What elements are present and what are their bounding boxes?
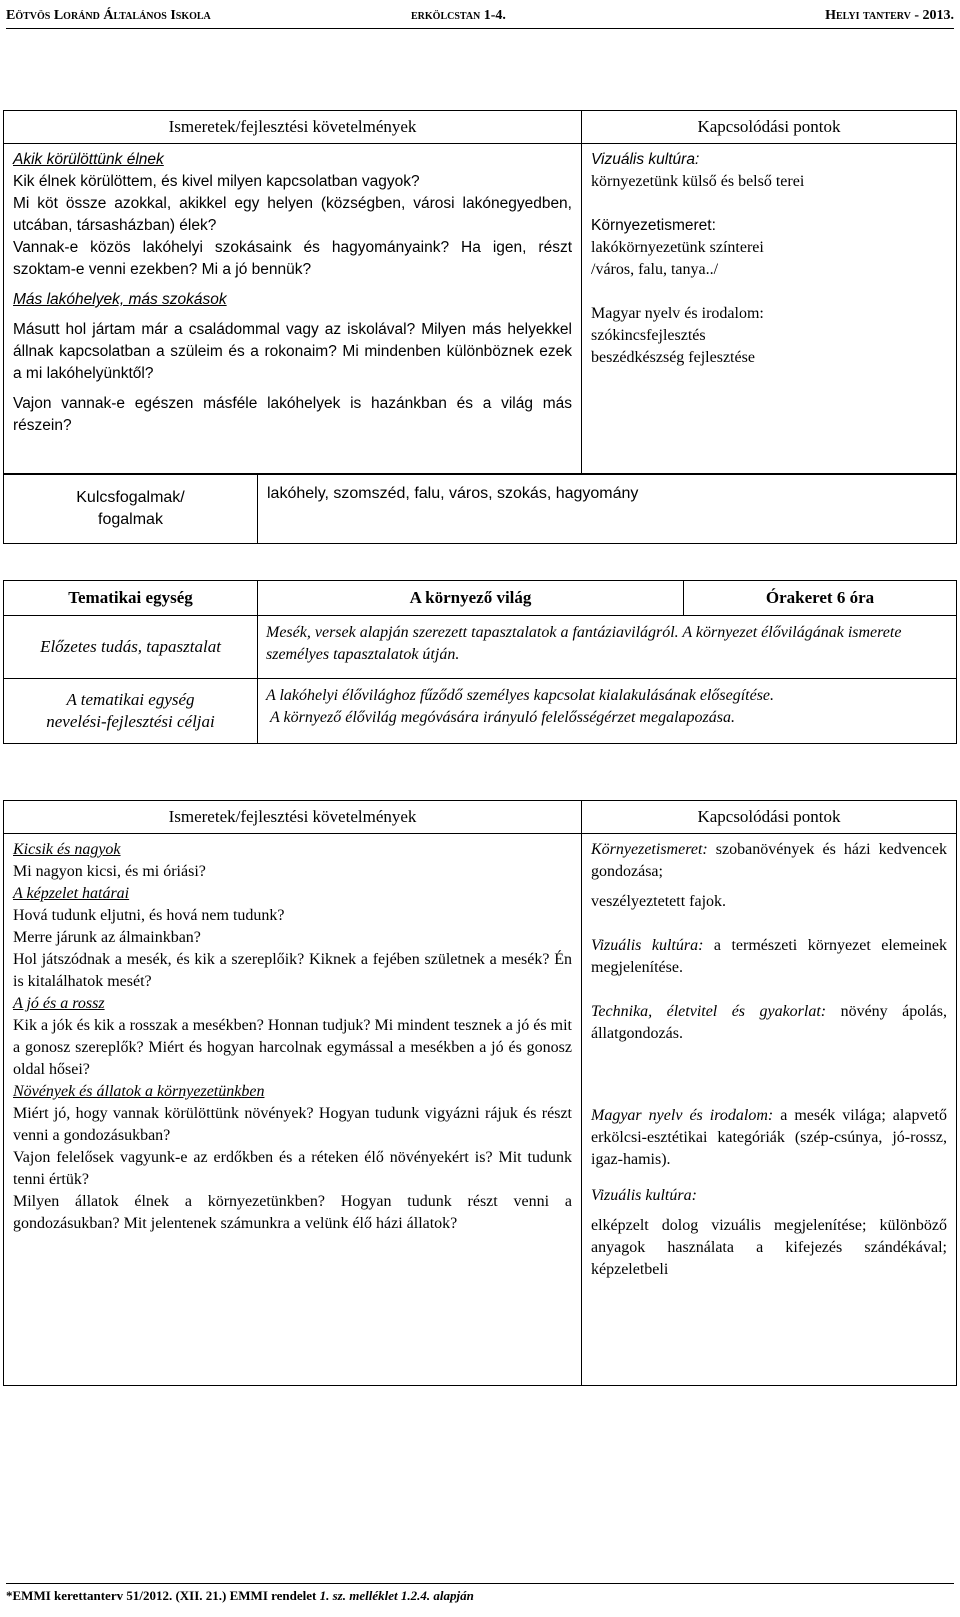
question: Kik a jók és kik a rosszak a mesékben? Honnan tudjuk? Mi mindent tesznek a jó és mit a gonosz szereplők? Miért és hogyan harcolnak egymással a mesékben a jó és gonosz oldal hősei? [13, 1017, 572, 1078]
goals-label: A tematikai egység nevelési-fejlesztési céljai [4, 679, 258, 744]
question: Mi köt össze azokkal, akikkel egy helyen (községben, városi lakónegyedben, utcában, társasházban) élek? [13, 195, 572, 234]
prior-knowledge-label: Előzetes tudás, tapasztalat [4, 616, 258, 679]
links-cell [582, 144, 957, 474]
thematic-unit-table [3, 580, 957, 744]
question: Hová tudunk eljutni, és hová nem tudunk? [13, 907, 285, 924]
question: Másutt hol jártam már a családommal vagy az iskolával? Milyen más helyekkel állnak kapcsolatban a szüleim és a rokonaim? Mi mindenben különböznek ezek a mi lakóhelyünktől? [13, 321, 572, 382]
school-name: Eötvös Loránd Általános Iskola [6, 8, 211, 23]
question: Mi nagyon kicsi, és mi óriási? [13, 863, 206, 880]
link-text: elképzelt dolog vizuális megjelenítése; különböző anyagok használata a kifejezés szándékával; képzeletbeli [591, 1217, 947, 1278]
requirements-table-1 [3, 110, 957, 474]
col-header-links: Kapcsolódási pontok [582, 801, 957, 834]
link-label: Környezetismeret: [591, 217, 716, 234]
question: Vajon felelősek vagyunk-e az erdőkben és a réteken élő növényekért is? Mit tudunk tenni értük? [13, 1149, 572, 1188]
link-entry: Környezetismeret: szobanövények és házi kedvencek gondozása; [591, 841, 948, 880]
topic-heading: A képzelet határai [13, 885, 130, 902]
requirements-table-2 [3, 800, 957, 1386]
col-header-requirements: Ismeretek/fejlesztési követelmények [4, 801, 582, 834]
goals-text: A lakóhelyi élővilághoz fűződő személyes kapcsolat kialakulásának elősegítése. A környező élővilág megóvására irányuló felelősségérzet megalapozása. [258, 679, 957, 744]
requirements-cell [4, 834, 582, 1386]
question: Vajon vannak-e egészen másféle lakóhelyek is hazánkban és a világ más részein? [13, 395, 572, 434]
question: Milyen állatok élnek a környezetünkben? Hogyan tudunk részt venni a gondozásukban? Mit jelentenek számunkra a velünk élő házi állatok? [13, 1193, 572, 1232]
topic-heading: Növények és állatok a környezetünkben [13, 1083, 265, 1100]
link-label: Vizuális kultúra: [591, 1187, 697, 1204]
topic-heading: Akik körülöttünk élnek [13, 151, 164, 168]
key-terms-value: lakóhely, szomszéd, falu, város, szokás, hagyomány [258, 475, 957, 544]
key-terms-table [3, 474, 957, 544]
link-label: Magyar nyelv és irodalom: [591, 305, 764, 322]
key-terms-label: Kulcsfogalmak/ fogalmak [4, 475, 258, 544]
link-text: környezetünk külső és belső terei [591, 173, 805, 190]
unit-title: A környező világ [258, 581, 684, 616]
link-entry: Technika, életvitel és gyakorlat: növény ápolás, állatgondozás. [591, 1003, 947, 1042]
link-entry: Magyar nyelv és irodalom: a mesék világa; alapvető erkölcsi-esztétikai kategóriák (szép-csúnya, jó-rossz, igaz-hamis). [591, 1107, 948, 1168]
link-entry: Vizuális kultúra: a természeti környezet elemeinek megjelenítése. [591, 937, 947, 976]
prior-knowledge-text: Mesék, versek alapján szerezett tapasztalatok a fantáziavilágról. A környezet élővilágának ismerete személyes tapasztalatok útján. [258, 616, 957, 679]
question: Vannak-e közös lakóhelyi szokásaink és hagyományaink? Ha igen, részt szoktam-e venni ezekben? Mi a jó bennük? [13, 239, 572, 278]
col-header-requirements: Ismeretek/fejlesztési követelmények [4, 111, 582, 144]
links-cell [582, 834, 957, 1386]
link-label: Vizuális kultúra: [591, 151, 700, 168]
hours: Órakeret 6 óra [684, 581, 957, 616]
curriculum-label: Helyi tanterv - 2013. [825, 8, 954, 23]
footer-reference: *EMMI kerettanterv 51/2012. (XII. 21.) EMMI rendelet [6, 1588, 320, 1603]
link-text: beszédkészség fejlesztése [591, 349, 755, 366]
question: Kik élnek körülöttem, és kivel milyen kapcsolatban vagyok? [13, 173, 420, 190]
page-header [6, 6, 954, 29]
topic-heading: Kicsik és nagyok [13, 841, 121, 858]
topic-heading: A jó és a rossz [13, 995, 105, 1012]
requirements-cell [4, 144, 582, 474]
question: Miért jó, hogy vannak körülöttünk növények? Hogyan tudunk vigyázni rájuk és részt venni a gondozásukban? [13, 1105, 572, 1144]
question: Hol játszódnak a mesék, és kik a szereplőik? Kiknek a fejében születnek a mesék? Én is kitalálhatok mesét? [13, 951, 572, 990]
col-header-links: Kapcsolódási pontok [582, 111, 957, 144]
subject-name: erkölcstan 1-4. [411, 8, 506, 23]
footer-reference-italic: 1. sz. melléklet 1.2.4. alapján [319, 1588, 474, 1603]
link-text: veszélyeztetett fajok. [591, 893, 727, 910]
question: Merre járunk az álmainkban? [13, 929, 201, 946]
link-text: /város, falu, tanya../ [591, 261, 719, 278]
link-text: lakókörnyezetünk színterei [591, 239, 764, 256]
unit-label: Tematikai egység [4, 581, 258, 616]
link-text: szókincsfejlesztés [591, 327, 706, 344]
topic-heading: Más lakóhelyek, más szokások [13, 291, 227, 308]
page-footer [6, 1583, 954, 1612]
